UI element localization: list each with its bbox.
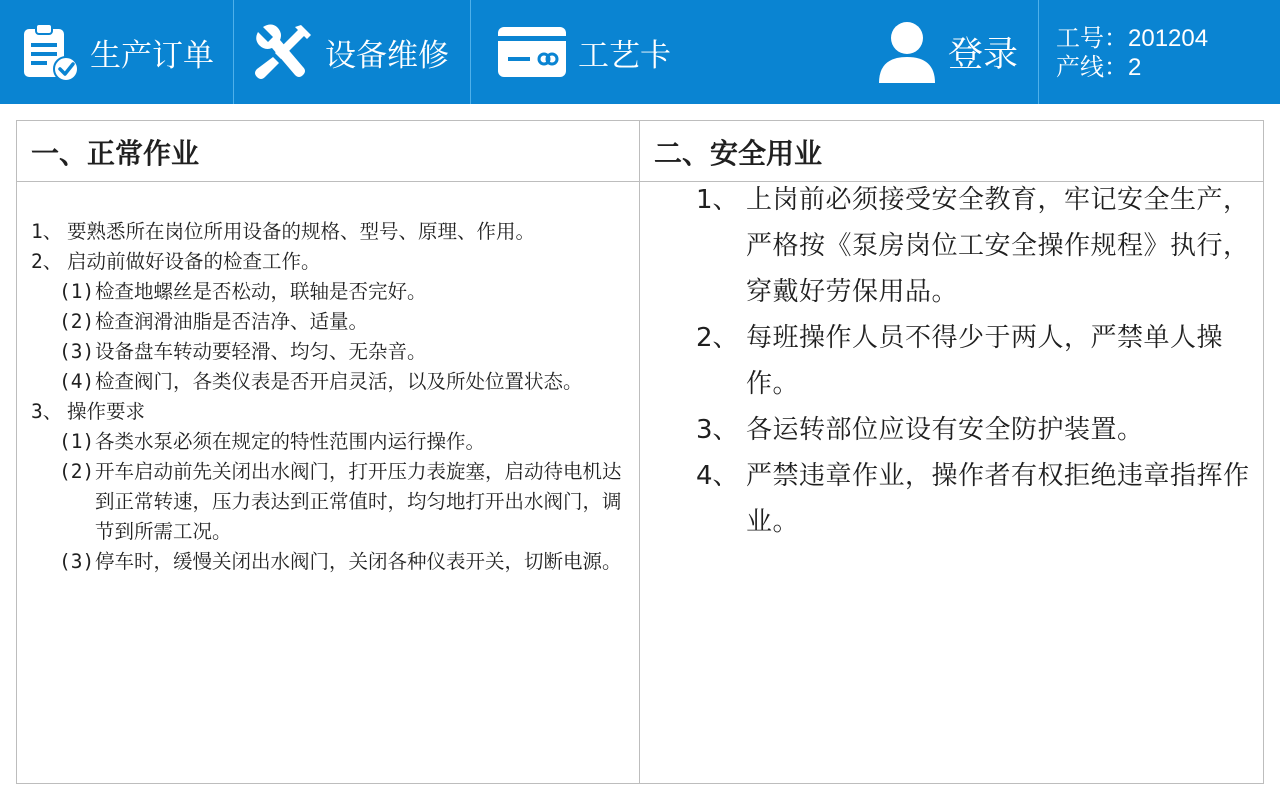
list-item: [696, 407, 1256, 453]
list-item: [31, 247, 633, 277]
clipboard-check-icon: [20, 21, 82, 83]
list-item-number: (3): [59, 550, 95, 573]
panel-title: 一、正常作业: [31, 137, 200, 170]
login-label: 登录: [948, 35, 1019, 75]
login-button[interactable]: [876, 0, 1018, 104]
list-item-number: 4、: [696, 461, 739, 491]
list-item: [31, 277, 633, 307]
safety-operation-list: [696, 177, 1256, 545]
list-item-text: 设备盘车转动要轻滑、均匀、无杂音。: [95, 340, 427, 363]
nav-production-order[interactable]: [20, 0, 214, 104]
list-item-number: (4): [59, 370, 95, 393]
list-item-number: (3): [59, 340, 95, 363]
panel-header: [640, 121, 1263, 182]
nav-equipment-repair[interactable]: [251, 0, 449, 104]
employee-id-value: 201204: [1128, 25, 1209, 52]
nav-process-card[interactable]: [496, 0, 671, 104]
top-nav-bar: [0, 0, 1280, 104]
list-item: [31, 307, 633, 337]
list-item-text: 检查润滑油脂是否洁净、适量。: [95, 310, 369, 333]
list-item: [31, 397, 633, 427]
list-item: [31, 457, 633, 547]
panel-header: [17, 121, 639, 182]
list-item: [31, 547, 633, 577]
user-info: [1056, 24, 1208, 82]
employee-id-row: [1056, 24, 1208, 53]
list-item-text: 操作要求: [67, 400, 146, 423]
list-item-text: 每班操作人员不得少于两人，严禁单人操作。: [746, 323, 1224, 399]
list-item-text: 要熟悉所在岗位所用设备的规格、型号、原理、作用。: [67, 220, 536, 243]
list-item-number: 1、: [31, 220, 63, 243]
list-item-text: 上岗前必须接受安全教育，牢记安全生产，严格按《泵房岗位工安全操作规程》执行，穿戴好劳保用品。: [746, 185, 1250, 307]
list-item-number: (2): [59, 460, 95, 483]
list-item-text: 启动前做好设备的检查工作。: [67, 250, 321, 273]
list-item-text: 开车启动前先关闭出水阀门，打开压力表旋塞，启动待电机达到正常转速，压力表达到正常值时，均匀地打开出水阀门，调节到所需工况。: [95, 460, 622, 543]
list-item-number: (1): [59, 430, 95, 453]
user-icon: [876, 19, 938, 85]
production-line-value: 2: [1128, 54, 1142, 81]
production-line-label: 产线：: [1056, 53, 1128, 81]
nav-divider: [470, 0, 471, 104]
list-item: [31, 337, 633, 367]
normal-operation-panel: [16, 120, 640, 784]
list-item-number: 1、: [696, 185, 739, 215]
list-item-text: 检查阀门，各类仪表是否开启灵活，以及所处位置状态。: [95, 370, 583, 393]
list-item-text: 检查地螺丝是否松动，联轴是否完好。: [95, 280, 427, 303]
nav-production-order-label: 生产订单: [90, 37, 214, 74]
list-item-number: (1): [59, 280, 95, 303]
list-item: [31, 427, 633, 457]
tools-icon: [251, 21, 317, 83]
safety-operation-panel: [640, 120, 1264, 784]
nav-divider: [233, 0, 234, 104]
normal-operation-list: [31, 217, 633, 577]
list-item: [31, 367, 633, 397]
list-item-number: 2、: [31, 250, 63, 273]
list-item: [696, 315, 1256, 407]
list-item: [696, 177, 1256, 315]
list-item: [31, 217, 633, 247]
production-line-row: [1056, 53, 1208, 82]
list-item-number: 3、: [31, 400, 63, 423]
list-item-number: 2、: [696, 323, 739, 353]
list-item-text: 各运转部位应设有安全防护装置。: [746, 415, 1144, 445]
nav-process-card-label: 工艺卡: [578, 37, 671, 74]
list-item-text: 各类水泵必须在规定的特性范围内运行操作。: [95, 430, 486, 453]
list-item-number: (2): [59, 310, 95, 333]
employee-id-label: 工号：: [1056, 24, 1128, 52]
list-item-number: 3、: [696, 415, 739, 445]
nav-divider: [1038, 0, 1039, 104]
list-item: [696, 453, 1256, 545]
nav-equipment-repair-label: 设备维修: [325, 37, 449, 74]
list-item-text: 严禁违章作业，操作者有权拒绝违章指挥作业。: [746, 461, 1250, 537]
card-icon: [496, 21, 568, 83]
list-item-text: 停车时，缓慢关闭出水阀门，关闭各种仪表开关，切断电源。: [95, 550, 622, 573]
panel-title: 二、安全用业: [654, 137, 823, 170]
